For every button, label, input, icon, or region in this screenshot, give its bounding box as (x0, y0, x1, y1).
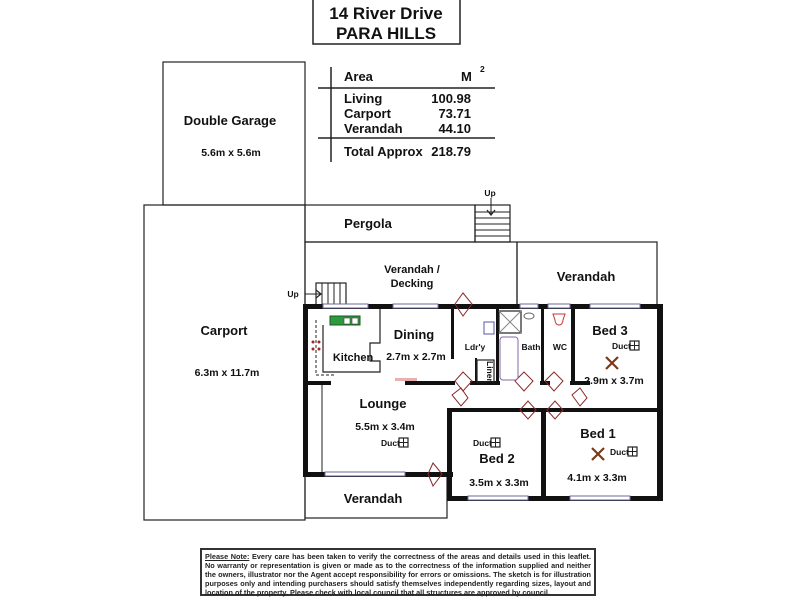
bed1-label: Bed 1 (580, 426, 616, 441)
area-row-value: 44.10 (438, 121, 471, 136)
pergola-label: Pergola (344, 216, 392, 231)
disclaimer-heading: Please Note: (205, 552, 250, 561)
ceiling-fan-icon (606, 357, 618, 369)
dining-label: Dining (393, 327, 435, 342)
ceiling-fan-icon (592, 448, 604, 460)
svg-text:Duct: Duct (381, 438, 400, 448)
duct-icon (610, 447, 637, 457)
stairs-left (305, 283, 346, 306)
bed2-dim: 3.5m x 3.3m (469, 477, 529, 489)
area-row-value: 73.71 (438, 106, 471, 121)
area-row-label: Verandah (344, 121, 403, 136)
title-suburb: PARA HILLS (335, 24, 437, 43)
title-box (313, 0, 460, 44)
linen-label: Linen (485, 361, 495, 384)
verandah-decking-label-2: Decking (390, 278, 434, 290)
wc-label: WC (552, 342, 568, 352)
bed3-label: Bed 3 (592, 323, 628, 338)
laundry-label: Ldr'y (464, 342, 486, 352)
disclaimer-note (200, 548, 596, 596)
up-label: Up (484, 188, 496, 198)
svg-text:Duct: Duct (610, 447, 629, 457)
duct-icon (612, 341, 639, 351)
bed2-label: Bed 2 (479, 451, 515, 466)
lounge-dim: 5.5m x 3.4m (355, 421, 415, 433)
garage-outline (163, 62, 305, 205)
area-total-label: Total Approx (344, 144, 423, 159)
bath-label: Bath (521, 342, 541, 352)
svg-text:Duct: Duct (612, 341, 631, 351)
area-total-value: 218.79 (431, 144, 471, 159)
dining-dim: 2.7m x 2.7m (386, 351, 446, 363)
garage-label: Double Garage (183, 113, 277, 128)
unit-superscript: 2 (480, 64, 485, 74)
area-row-label: Carport (344, 106, 391, 121)
carport-outline (144, 205, 305, 520)
kitchen-label: Kitchen (332, 352, 374, 364)
unit-header: M (461, 69, 472, 84)
duct-icon (473, 438, 500, 448)
verandah-bottom-label: Verandah (343, 491, 403, 506)
kitchen-fixtures (312, 309, 381, 375)
area-row-label: Living (344, 91, 383, 106)
verandah-right-label: Verandah (556, 269, 616, 284)
title-address: 14 River Drive (329, 4, 443, 23)
up-label-left: Up (287, 289, 299, 299)
disclaimer-body: Every care has been taken to verify the correctness of the areas and details used in this leaflet. No warranty or representation is given or made as to the correctness of the information supplied and neither the owners, illustrator nor the Agent accept responsibility for errors or omissions. The sketch is for illustration purposes only and intending purchasers should satisfy themselves independently regarding sizes, layout and location of the property. Please check with local council that all structures are approved by council. (205, 552, 591, 598)
bed1-dim: 4.1m x 3.3m (567, 472, 627, 484)
lounge-label: Lounge (359, 396, 407, 411)
duct-icon (381, 438, 408, 448)
area-table (318, 64, 495, 162)
svg-text:Duct: Duct (473, 438, 492, 448)
bed3-dim: 2.9m x 3.7m (584, 375, 644, 387)
stairs-top (475, 198, 510, 242)
garage-dim: 5.6m x 5.6m (201, 147, 261, 159)
area-header: Area (344, 69, 373, 84)
verandah-decking-label: Verandah / (384, 264, 440, 276)
carport-dim: 6.3m x 11.7m (194, 367, 260, 379)
carport-label: Carport (200, 323, 248, 338)
area-row-value: 100.98 (431, 91, 471, 106)
